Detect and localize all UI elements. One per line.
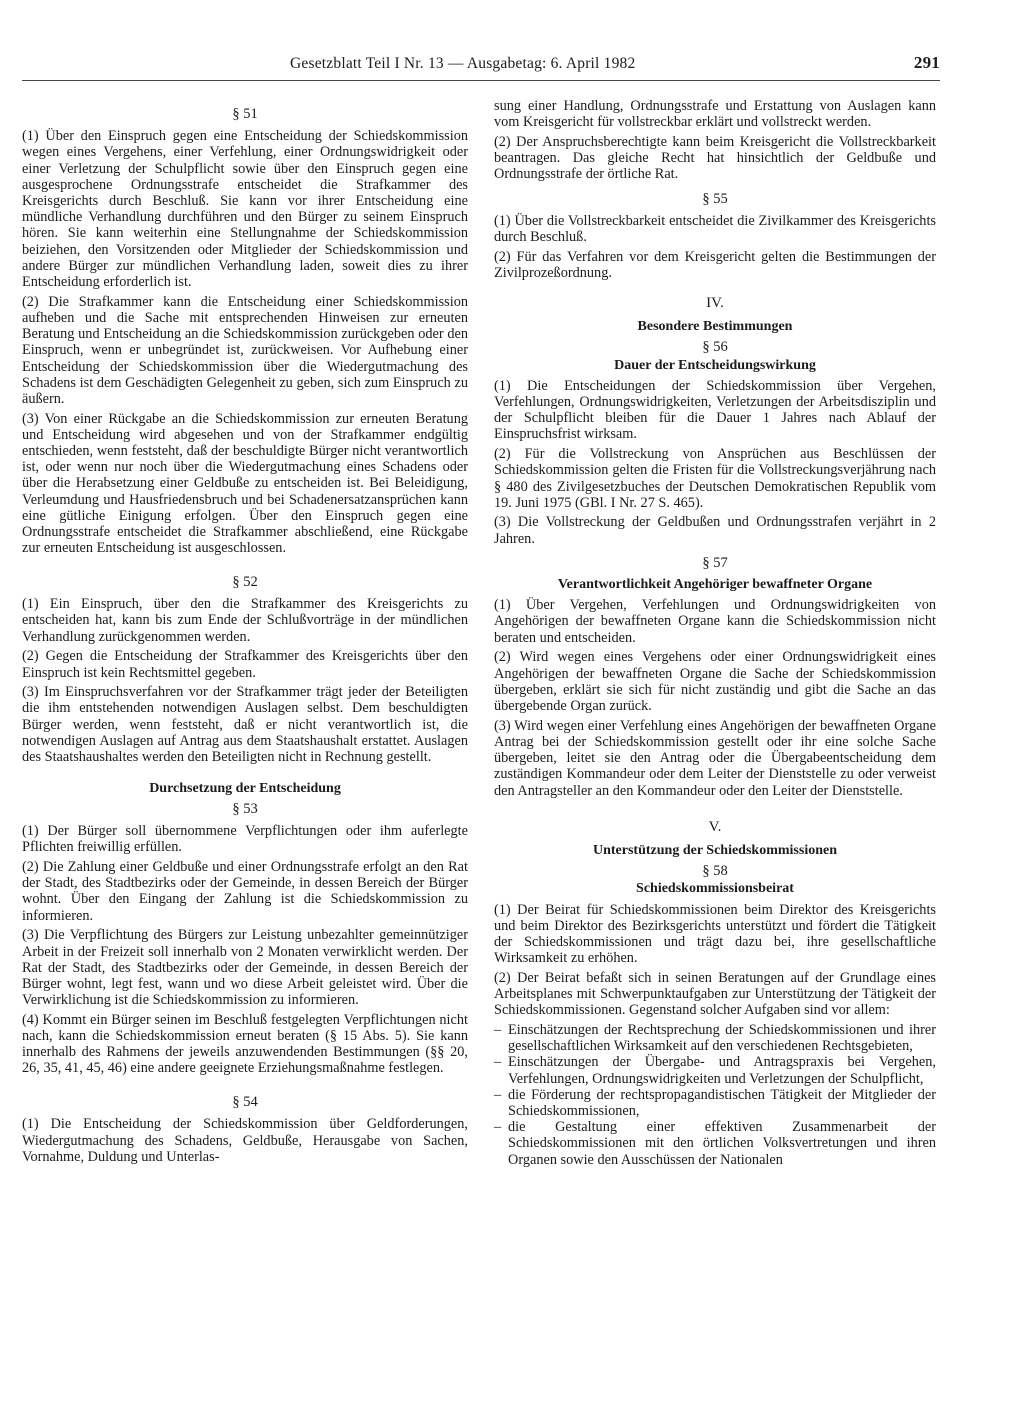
header-title: Gesetzblatt Teil I Nr. 13 — Ausgabetag: 6. April 1982 bbox=[290, 55, 636, 72]
list-item: – die Gestaltung einer effektiven Zusammenarbeit der Schiedskommissionen mit den örtlichen Volksvertretungen und ihren Organen sowie den Ausschüssen der Nationalen bbox=[494, 1119, 936, 1168]
subheading: Verantwortlichkeit Angehöriger bewaffneter Organe bbox=[557, 577, 873, 593]
header-rule bbox=[22, 80, 940, 81]
paragraph: (2) Gegen die Entscheidung der Strafkammer des Kreisgerichts über den Einspruch ist kein Rechtsmittel gegeben. bbox=[22, 648, 468, 681]
list-item: – Einschätzungen der Übergabe- und Antragspraxis bei Vergehen, Verfehlungen, Ordnungswidrigkeiten und Verletzungen der Schulpflicht, bbox=[494, 1054, 936, 1087]
part-title: Besondere Bestimmungen bbox=[637, 319, 793, 335]
subheading: Durchsetzung der Entscheidung bbox=[149, 780, 341, 796]
list-item: – die Förderung der rechtspropagandistischen Tätigkeit der Mitglieder der Schiedskommissionen, bbox=[494, 1086, 936, 1119]
dash-marker: – bbox=[494, 1054, 502, 1071]
paragraph: (1) Ein Einspruch, über den die Strafkammer des Kreisgerichts zu entscheiden hat, kann bis zum Ende der Schlußvorträge in der mündlichen Verhandlung zurückgenommen werden. bbox=[22, 596, 468, 645]
paragraph: (3) Von einer Rückgabe an die Schiedskommission zur erneuten Beratung und Entscheidung wird abgesehen und von der Strafkammer endgültig entschieden, wenn feststeht, daß der beschuldigte Bürger nicht verantwortlich ist, oder wenn nur noch über die Wiedergutmachung eines Schadens oder über die Herabsetzung einer Geldbuße zu entscheiden ist. Bei Beleidigung, Verleumdung und Hausfriedensbruch und bei Schadenersatzansprüchen kann eine gütliche Einigung erfolgen. Über den Einspruch gegen eine Ordnungsstrafe entscheidet die Strafkammer abschließend, eine Rückgabe zur erneuten Entscheidung ist ausgeschlossen. bbox=[22, 410, 468, 557]
right-column bbox=[494, 98, 936, 1168]
paragraph: (2) Die Strafkammer kann die Entscheidung einer Schiedskommission aufheben und die Sache mit entsprechenden Hinweisen zur erneuten Beratung und Entscheidung an die Schiedskommission zurückgeben oder den Einspruch, wenn er unbegründet ist, zurückweisen. Vor Aufhebung einer Entscheidung der Schiedskommission über die Wiedergutmachung des Schadens ist dem Geschädigten Gelegenheit zu geben, sich zum Einspruch zu äußern. bbox=[22, 293, 468, 407]
paragraph-continued: sung einer Handlung, Ordnungsstrafe und Erstattung von Auslagen kann vom Kreisgericht für vollstreckbar erklärt und vollstreckt werden. bbox=[494, 98, 936, 131]
section-heading: § 52 bbox=[232, 573, 258, 590]
part-number: V. bbox=[708, 818, 722, 835]
paragraph: (3) Wird wegen einer Verfehlung eines Angehörigen der bewaffneten Organe Antrag bei der Schiedskommission gestellt oder ihr eine solche Sache übergeben, leitet sie den Antrag oder die Übergabeentscheidung dem zuständigen Kommandeur oder dem Leiter der Dienststelle zu oder verweist den Antragsteller an den Kommandeur oder den Leiter der Dienststelle. bbox=[494, 717, 936, 799]
paragraph: (1) Über Vergehen, Verfehlungen und Ordnungswidrigkeiten von Angehörigen der bewaffneten Organe kann die Schiedskommission nicht beraten und entscheiden. bbox=[494, 597, 936, 646]
page-number: 291 bbox=[913, 53, 940, 72]
dash-marker: – bbox=[494, 1086, 502, 1103]
paragraph: (2) Der Anspruchsberechtigte kann beim Kreisgericht die Vollstreckbarkeit beantragen. Das gleiche Recht hat hinsichtlich der Geldbuße und Ordnungsstrafe der örtliche Rat. bbox=[494, 133, 936, 183]
section-heading: § 53 bbox=[232, 800, 258, 817]
paragraph: (3) Im Einspruchsverfahren vor der Strafkammer trägt jeder der Beteiligten die ihm entstehenden notwendigen Auslagen selbst. Dem beschuldigten Bürger werden, wenn feststeht, daß er nicht verantwortlich ist, die notwendigen Auslagen auf Antrag aus dem Staatshaushalt erstattet. Auslagen des Staatshaushaltes werden den Beteiligten nicht in Rechnung gestellt. bbox=[22, 684, 468, 766]
paragraph: (3) Die Verpflichtung des Bürgers zur Leistung unbezahlter gemeinnütziger Arbeit in der Freizeit soll innerhalb von 2 Monaten verwirklicht werden. Der Rat der Stadt, des Stadtbezirks oder der Gemeinde, in dessen Bereich der Bürger wohnt, legt fest, wann und wo diese Arbeit geleistet wird. Über die Verwirklichung ist die Schiedskommission zu informieren. bbox=[22, 927, 468, 1009]
section-heading: § 56 bbox=[702, 339, 728, 356]
paragraph: (2) Für das Verfahren vor dem Kreisgericht gelten die Bestimmungen der Zivilprozeßordnung. bbox=[494, 248, 936, 281]
paragraph: (2) Die Zahlung einer Geldbuße und einer Ordnungsstrafe erfolgt an den Rat der Stadt, des Stadtbezirks oder der Gemeinde, in dessen Bereich der Bürger wohnt. Über den Eingang der Zahlung ist die Schiedskommission zu informieren. bbox=[22, 859, 468, 924]
section-heading: § 58 bbox=[702, 863, 728, 880]
paragraph: (3) Die Vollstreckung der Geldbußen und Ordnungsstrafen verjährt in 2 Jahren. bbox=[494, 514, 936, 547]
running-header bbox=[290, 53, 940, 79]
paragraph: (1) Über den Einspruch gegen eine Entscheidung der Schiedskommission wegen eines Vergehens, einer Verfehlung, einer Ordnungswidrigkeit oder einer Verletzung der Schulpflicht sowie über den Einspruch gegen eine ausgesprochene Ordnungsstrafe entscheidet die Strafkammer des Kreisgerichts durch Beschluß. Sie kann vor ihrer Entscheidung eine mündliche Verhandlung durchführen und den Bürger zu seinem Einspruch hören. Sie kann weiterhin eine Stellungnahme der Schiedskommission beiziehen, den Vorsitzenden oder Mitglieder der Schiedskommission und andere Bürger zur mündlichen Verhandlung laden, soweit dies zu ihrer Entscheidung erforderlich ist. bbox=[22, 128, 468, 291]
paragraph: (1) Der Bürger soll übernommene Verpflichtungen oder ihm auferlegte Pflichten freiwillig erfüllen. bbox=[22, 823, 468, 856]
task-list bbox=[494, 1022, 936, 1168]
subheading: Dauer der Entscheidungswirkung bbox=[614, 357, 816, 373]
part-number: IV. bbox=[706, 295, 724, 312]
left-column bbox=[22, 98, 468, 1168]
section-heading: § 51 bbox=[232, 106, 258, 122]
paragraph: (1) Der Beirat für Schiedskommissionen beim Direktor des Kreisgerichts und beim Direktor des Bezirksgerichts unterstützt und fördert die Tätigkeit der Schiedskommissionen und trägt dazu bei, ihre gesellschaftliche Wirksamkeit zu erhöhen. bbox=[494, 901, 936, 967]
section-heading: § 57 bbox=[702, 554, 728, 571]
dash-marker: – bbox=[494, 1119, 502, 1136]
paragraph: (1) Die Entscheidung der Schiedskommission über Geldforderungen, Wiedergutmachung des Schadens, Geldbuße, Herausgabe von Sachen, Vornahme, Duldung und Unterlas- bbox=[22, 1116, 468, 1165]
paragraph: (1) Die Entscheidungen der Schiedskommission über Vergehen, Verfehlungen, Ordnungswidrigkeiten, Verletzungen der Arbeitsdisziplin und der Schulpflicht bleiben für die Dauer 1 Jahres nach Ablauf der Einspruchsfrist wirksam. bbox=[494, 377, 936, 443]
dash-marker: – bbox=[494, 1021, 502, 1038]
paragraph: (2) Wird wegen eines Vergehens oder einer Ordnungswidrigkeit eines Angehörigen der bewaffneten Organe die Sache der Schiedskommission übergeben, erklärt sie sich für nicht zuständig und gibt die Sache an das übergebende Organ zurück. bbox=[494, 649, 936, 714]
subheading: Schiedskommissionsbeirat bbox=[636, 881, 794, 897]
section-heading: § 55 bbox=[702, 190, 728, 207]
paragraph: (2) Der Beirat befaßt sich in seinen Beratungen auf der Grundlage eines Arbeitsplanes mit Schwerpunktaufgaben zur Unterstützung der Tätigkeit der Schiedskommissionen. Gegenstand solcher Aufgaben sind vor allem: bbox=[494, 969, 936, 1019]
list-item: – Einschätzungen der Rechtsprechung der Schiedskommissionen und ihrer gesellschaftlichen Wirksamkeit auf den verschiedenen Rechtsgebieten, bbox=[494, 1021, 936, 1055]
paragraph: (4) Kommt ein Bürger seinen im Beschluß festgelegten Verpflichtungen nicht nach, kann die Schiedskommission erneut beraten (§ 15 Abs. 5). Sie kann innerhalb des Rahmens der jeweils anzuwendenden Bestimmungen (§§ 20, 26, 35, 41, 45, 46) eine andere geeignete Erziehungsmaßnahme festlegen. bbox=[22, 1011, 468, 1077]
section-heading: § 54 bbox=[232, 1094, 258, 1111]
paragraph: (2) Für die Vollstreckung von Ansprüchen aus Beschlüssen der Schiedskommission gelten die Fristen für die Vollstreckungsverjährung nach § 480 des Zivilgesetzbuches der Deutschen Demokratischen Republik vom 19. Juni 1975 (GBl. I Nr. 27 S. 465). bbox=[494, 446, 936, 511]
paragraph: (1) Über die Vollstreckbarkeit entscheidet die Zivilkammer des Kreisgerichts durch Beschluß. bbox=[494, 212, 936, 245]
part-title: Unterstützung der Schiedskommissionen bbox=[593, 842, 837, 858]
